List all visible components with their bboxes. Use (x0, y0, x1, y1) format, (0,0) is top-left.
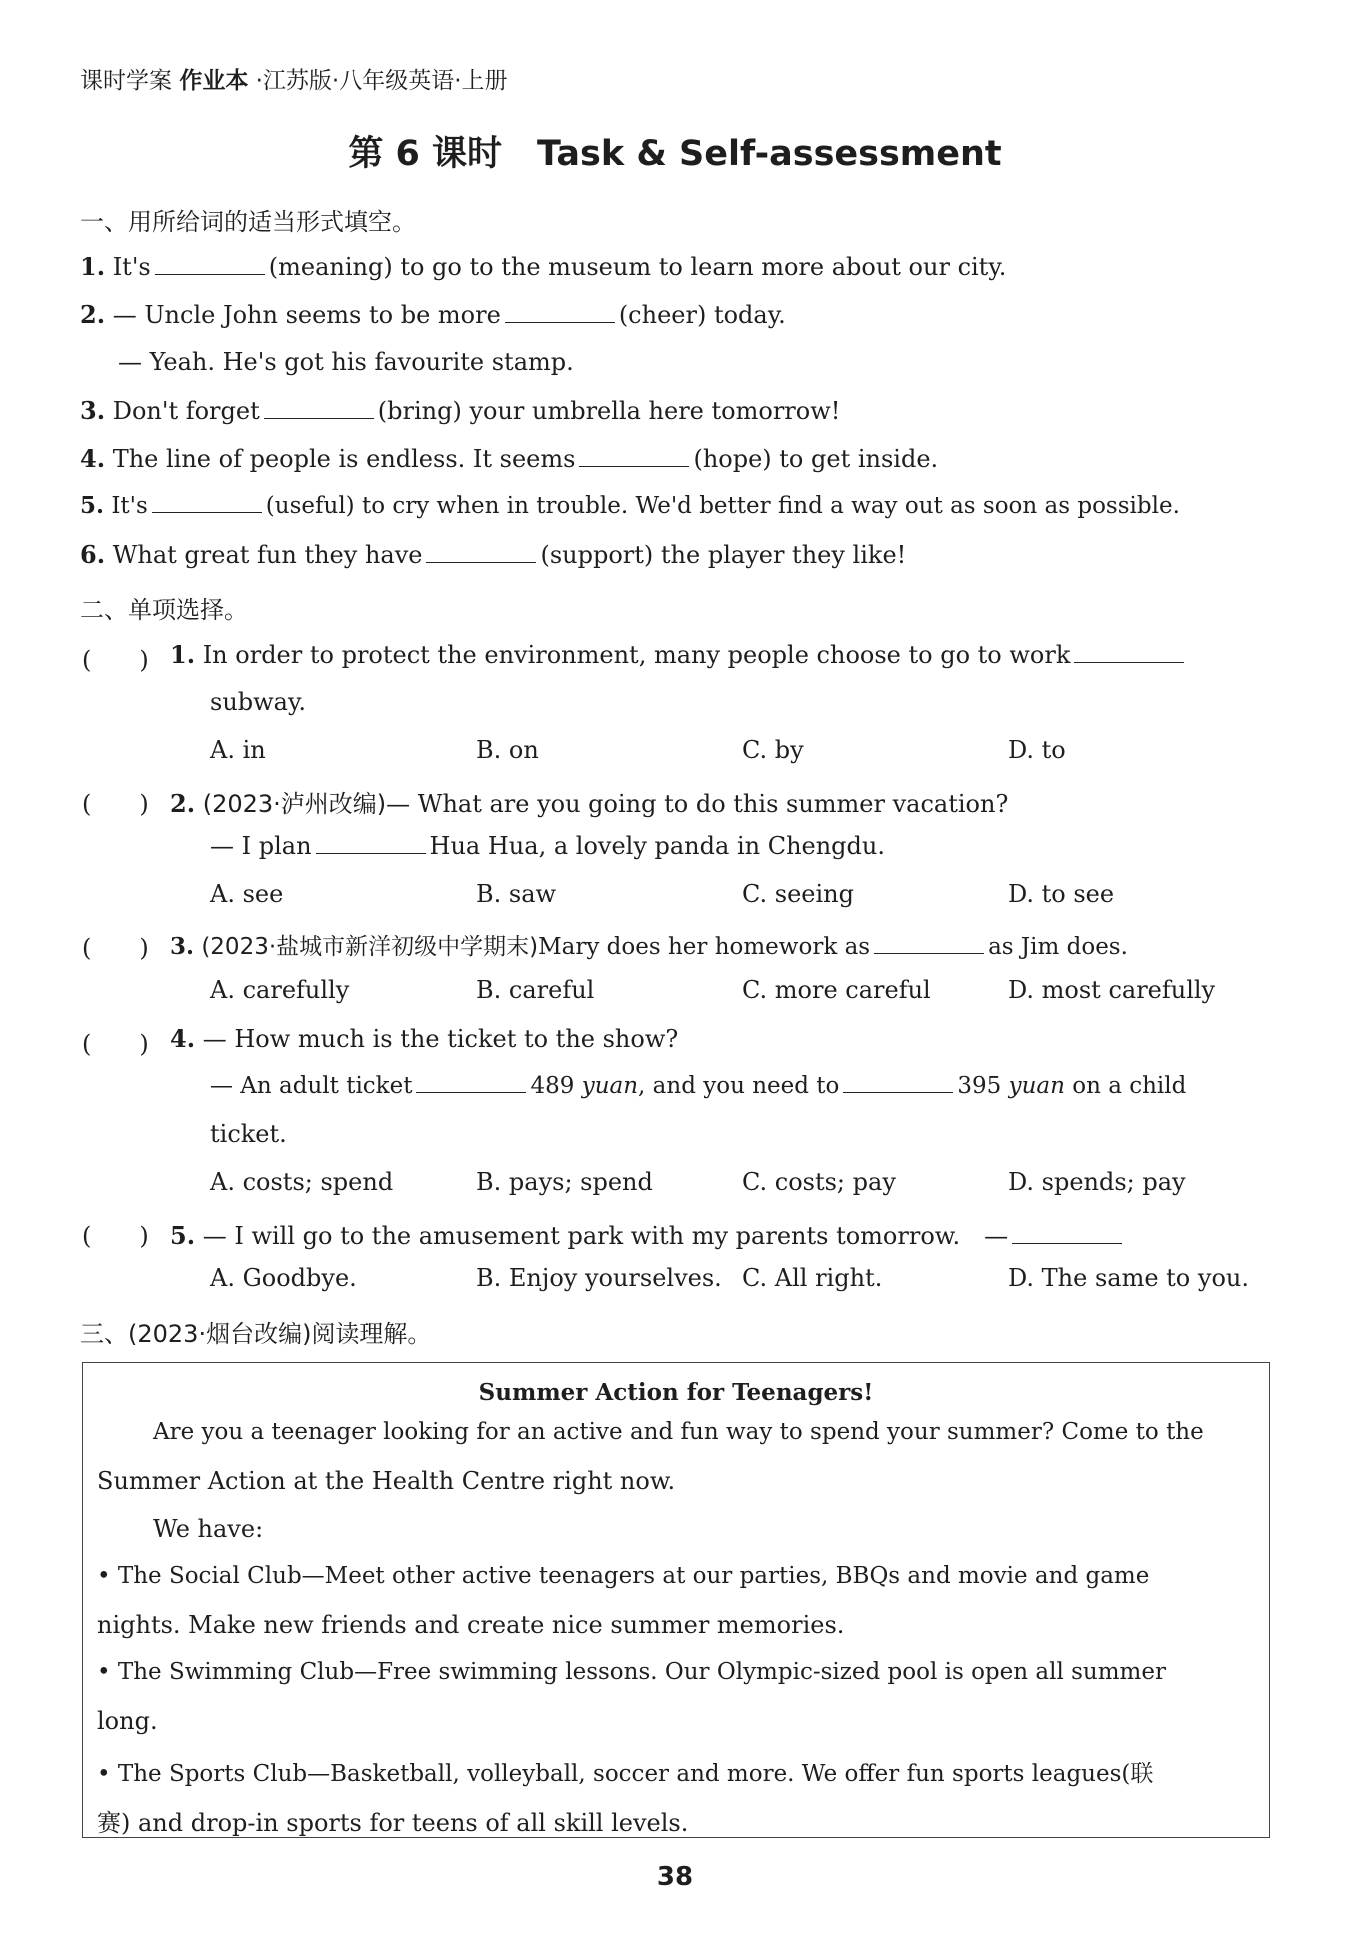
mc-question-1: 1. In order to protect the environment, many people choose to go to work (170, 640, 1188, 669)
answer-blank[interactable] (155, 254, 265, 275)
answer-blank[interactable] (426, 542, 536, 563)
answer-paren[interactable]: ( ) (82, 1030, 149, 1058)
answer-blank[interactable] (843, 1072, 953, 1093)
answer-blank[interactable] (1074, 642, 1184, 663)
option-b[interactable]: B. saw (476, 880, 557, 908)
answer-blank[interactable] (264, 398, 374, 419)
fill-item-3: 3. Don't forget (bring) your umbrella here tomorrow! (80, 396, 841, 425)
option-b[interactable]: B. careful (476, 976, 595, 1004)
passage-line: Summer Action at the Health Centre right now. (97, 1467, 676, 1495)
passage-line: • The Social Club—Meet other active teenagers at our parties, BBQs and movie and game (97, 1563, 1150, 1589)
answer-paren[interactable]: ( ) (82, 934, 149, 962)
option-c[interactable]: C. costs; pay (742, 1168, 896, 1196)
answer-blank[interactable] (874, 933, 984, 954)
section-2-heading: 二、单项选择。 (80, 596, 248, 624)
option-b[interactable]: B. pays; spend (476, 1168, 653, 1196)
option-c[interactable]: C. seeing (742, 880, 854, 908)
fill-item-2: 2. — Uncle John seems to be more (cheer) today. (80, 300, 786, 329)
passage-line: Are you a teenager looking for an active and fun way to spend your summer? Come to the (153, 1419, 1204, 1445)
fill-item-4: 4. The line of people is endless. It seems (hope) to get inside. (80, 444, 939, 473)
passage-line: long. (97, 1707, 158, 1735)
option-d[interactable]: D. to (1008, 736, 1066, 764)
option-a[interactable]: A. carefully (210, 976, 350, 1004)
mc-question-4: 4. — How much is the ticket to the show? (170, 1024, 679, 1053)
answer-blank[interactable] (316, 833, 426, 854)
option-a[interactable]: A. Goodbye. (210, 1264, 357, 1292)
answer-blank[interactable] (1012, 1223, 1122, 1244)
mc-question-3: 3. (2023·盐城市新洋初级中学期末)Mary does her homework as as Jim does. (170, 933, 1128, 960)
answer-paren[interactable]: ( ) (82, 1222, 149, 1250)
option-b[interactable]: B. on (476, 736, 539, 764)
passage-line: • The Sports Club—Basketball, volleyball, soccer and more. We offer fun sports leagues(联 (97, 1761, 1154, 1787)
mc-question-1-cont: subway. (210, 688, 306, 716)
answer-blank[interactable] (505, 302, 615, 323)
fill-item-2-reply: — Yeah. He's got his favourite stamp. (118, 348, 574, 376)
mc-question-4-cont: ticket. (210, 1120, 287, 1148)
fill-item-5: 5. It's (useful) to cry when in trouble. We'd better find a way out as soon as possible. (80, 492, 1180, 519)
reading-passage-box (82, 1362, 1270, 1838)
option-a[interactable]: A. costs; spend (210, 1168, 394, 1196)
mc-question-4-reply: — An adult ticket 489 yuan, and you need to 395 yuan on a child (210, 1073, 1187, 1099)
answer-paren[interactable]: ( ) (82, 646, 149, 674)
passage-title: Summer Action for Teenagers! (478, 1379, 874, 1406)
answer-blank[interactable] (416, 1072, 526, 1093)
page-header (80, 62, 508, 95)
mc-question-2-reply: — I plan Hua Hua, a lovely panda in Chengdu. (210, 832, 885, 860)
fill-item-6: 6. What great fun they have (support) the player they like! (80, 540, 907, 569)
section-3-heading: 三、(2023·烟台改编)阅读理解。 (80, 1320, 432, 1348)
question-source: (2023·泸州改编) (202, 790, 387, 818)
header-brand: 作业本 (179, 68, 249, 94)
option-a[interactable]: A. in (210, 736, 266, 764)
header-suffix: ·江苏版·八年级英语·上册 (255, 68, 508, 94)
option-c[interactable]: C. by (742, 736, 804, 764)
mc-question-5: 5. — I will go to the amusement park with my parents tomorrow. — (170, 1216, 1126, 1251)
option-a[interactable]: A. see (210, 880, 284, 908)
passage-line: nights. Make new friends and create nice summer memories. (97, 1611, 845, 1639)
section-source: (2023·烟台改编) (128, 1320, 312, 1348)
option-c[interactable]: C. more careful (742, 976, 931, 1004)
question-source: (2023·盐城市新洋初级中学期末) (201, 934, 539, 960)
option-d[interactable]: D. most carefully (1008, 976, 1216, 1004)
option-c[interactable]: C. All right. (742, 1264, 883, 1292)
section-1-heading: 一、用所给词的适当形式填空。 (80, 208, 416, 236)
page-number: 38 (656, 1862, 694, 1892)
option-b[interactable]: B. Enjoy yourselves. (476, 1264, 722, 1292)
answer-paren[interactable]: ( ) (82, 790, 149, 818)
header-prefix: 课时学案 (80, 68, 172, 94)
passage-line: • The Swimming Club—Free swimming lessons. Our Olympic-sized pool is open all summer (97, 1659, 1166, 1685)
lesson-title: 第 6 课时 Task & Self-assessment (348, 134, 1002, 174)
option-d[interactable]: D. The same to you. (1008, 1264, 1249, 1292)
passage-line: 赛) and drop-in sports for teens of all skill levels. (97, 1809, 689, 1837)
mc-question-2: 2. (2023·泸州改编)— What are you going to do this summer vacation? (170, 789, 1009, 818)
option-d[interactable]: D. spends; pay (1008, 1168, 1186, 1196)
answer-blank[interactable] (579, 446, 689, 467)
passage-line: We have: (153, 1515, 264, 1543)
answer-blank[interactable] (152, 492, 262, 513)
fill-item-1: 1. It's (meaning) to go to the museum to learn more about our city. (80, 252, 1007, 281)
option-d[interactable]: D. to see (1008, 880, 1115, 908)
